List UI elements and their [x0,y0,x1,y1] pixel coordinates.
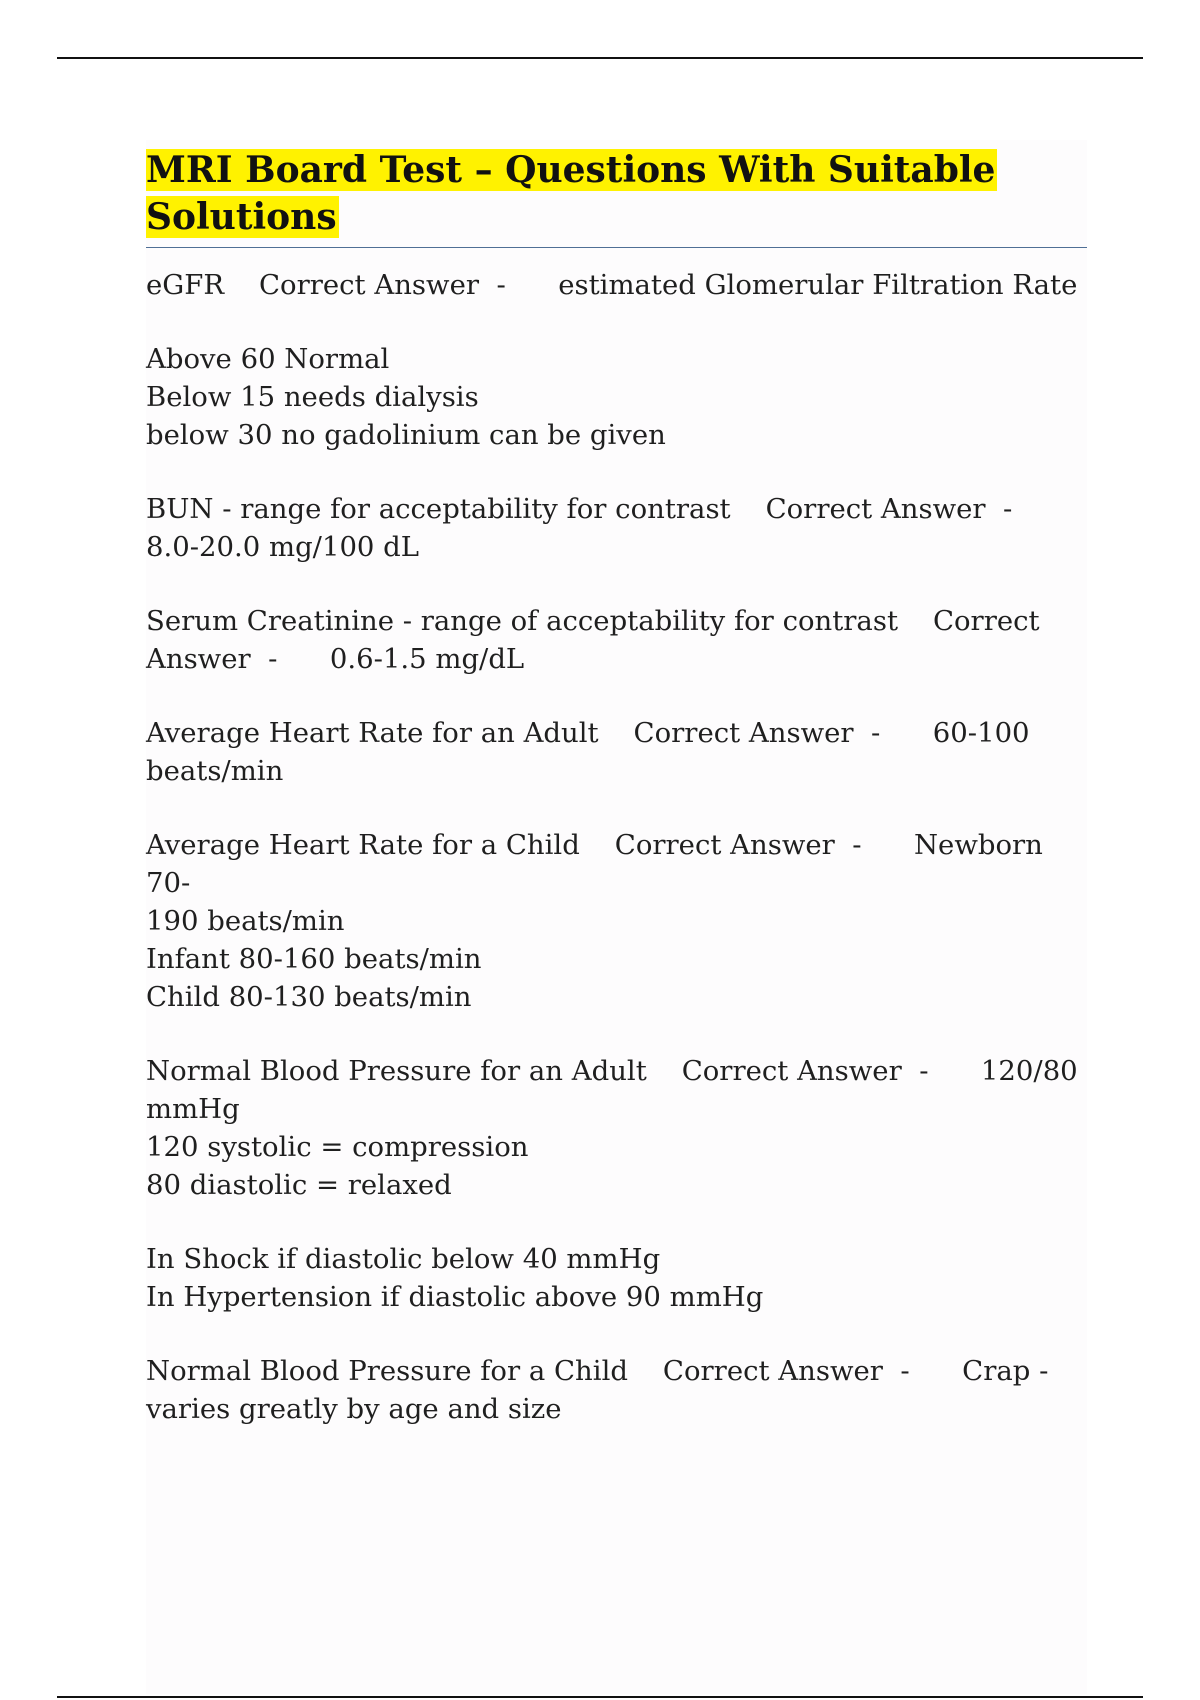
qa-item-creatinine [146,602,1087,678]
qa-line: below 30 no gadolinium can be given [146,419,666,451]
qa-line: 8.0-20.0 mg/100 dL [146,531,420,563]
qa-line: Normal Blood Pressure for a Child Correct Answer - Crap - [146,1355,1049,1387]
qa-item-egfr [146,266,1087,304]
qa-line: 190 beats/min [146,905,345,937]
qa-item-child-blood-pressure [146,1352,1087,1428]
qa-line: 120 systolic = compression [146,1131,529,1163]
qa-item-adult-heart-rate [146,714,1087,790]
qa-line: Child 80-130 beats/min [146,981,472,1013]
qa-line: BUN - range for acceptability for contrast Correct Answer - [146,493,1013,525]
document-page [146,140,1087,1694]
header-rule [57,57,1143,59]
qa-item-child-heart-rate [146,826,1087,1016]
qa-item-adult-blood-pressure [146,1052,1087,1204]
qa-line: Above 60 Normal [146,343,390,375]
qa-line: Normal Blood Pressure for an Adult Correct Answer - 120/80 [146,1055,1078,1087]
qa-line: Average Heart Rate for an Adult Correct Answer - 60-100 [146,717,1030,749]
qa-line: Serum Creatinine - range of acceptability for contrast Correct [146,605,1040,637]
qa-line: varies greatly by age and size [146,1393,562,1425]
document-title [146,140,1087,241]
qa-line: Infant 80-160 beats/min [146,943,482,975]
qa-line: eGFR Correct Answer - estimated Glomerular Filtration Rate [146,269,1078,301]
qa-line: mmHg [146,1093,240,1125]
qa-line: Answer - 0.6-1.5 mg/dL [146,643,525,675]
qa-item-egfr-notes [146,340,1087,454]
qa-line: 80 diastolic = relaxed [146,1169,452,1201]
qa-line: Average Heart Rate for a Child Correct Answer - Newborn 70- [146,829,1052,899]
title-underline [146,247,1087,248]
qa-item-bun [146,490,1087,566]
footer-rule [57,1696,1143,1698]
qa-item-shock-hypertension [146,1240,1087,1316]
title-line-2: Solutions [146,196,337,238]
qa-list [146,266,1087,1428]
qa-line: beats/min [146,755,284,787]
qa-line: In Shock if diastolic below 40 mmHg [146,1243,661,1275]
qa-line: Below 15 needs dialysis [146,381,479,413]
title-line-1: MRI Board Test – Questions With Suitable [146,149,996,191]
qa-line: In Hypertension if diastolic above 90 mmHg [146,1281,764,1313]
